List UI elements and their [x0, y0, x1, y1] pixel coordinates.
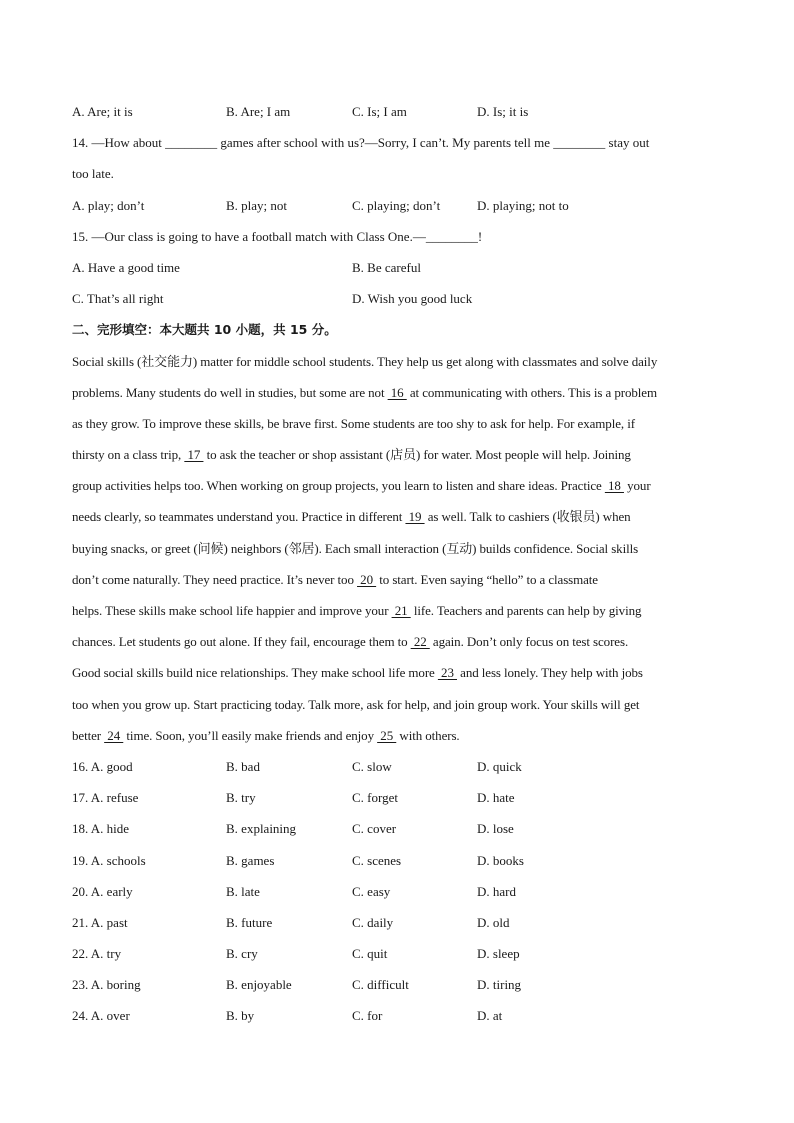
passage-line	[72, 599, 722, 630]
question-14-stem-cont: too late.	[72, 166, 114, 182]
blank-number: 18	[604, 478, 624, 494]
option-text: C. cover	[352, 821, 397, 837]
option-text: C. scenes	[352, 852, 402, 868]
option-text: 16. A. good	[72, 758, 133, 774]
option-text: D. sleep	[477, 946, 520, 962]
blank-number: 21	[391, 603, 411, 618]
option-text: C. easy	[352, 883, 391, 899]
passage-text: Good social skills build nice relationships. They make school life more	[72, 665, 438, 681]
passage-text: as well. Talk to cashiers (收银员) when	[424, 509, 631, 525]
passage-text: chances. Let students go out alone. If they fail, encourage them to	[72, 634, 411, 650]
option-text: D. Is; it is	[477, 104, 529, 119]
q15-options-row-2	[72, 287, 722, 318]
option-text: C. That’s all right	[72, 291, 164, 307]
option-text: B. by	[226, 1008, 255, 1024]
option-text: C. forget	[352, 790, 398, 806]
option-text: 21. A. past	[72, 914, 128, 930]
option-text: D. quick	[477, 758, 522, 774]
cloze-options-16	[72, 755, 722, 786]
option-text: C. daily	[352, 914, 394, 930]
passage-text: to start. Even saying “hello” to a classmate	[376, 571, 598, 587]
passage-text: buying snacks, or greet (问候) neighbors (邻居). Each small interaction (互动) builds confidence. Social skills	[72, 540, 639, 556]
passage-line	[72, 505, 722, 536]
exam-page	[72, 100, 722, 1036]
passage-line	[72, 381, 722, 412]
passage-text: time. Soon, you’ll easily make friends and enjoy	[123, 727, 378, 743]
passage-line	[72, 661, 722, 692]
question-15-stem: 15. —Our class is going to have a football match with Class One.—________!	[72, 228, 483, 244]
blank-number: 16	[387, 384, 407, 400]
option-text: B. cry	[226, 946, 258, 962]
option-text: B. Be careful	[352, 259, 421, 275]
option-text: C. slow	[352, 758, 392, 774]
option-text: C. for	[352, 1008, 383, 1024]
cloze-options-21	[72, 911, 722, 942]
option-text: 20. A. early	[72, 883, 133, 899]
passage-text: better	[72, 727, 105, 743]
passage-text: Social skills (社交能力) matter for middle school students. They help us get along with classmates and solve daily	[72, 353, 658, 369]
option-text: D. Wish you good luck	[352, 291, 473, 307]
passage-line	[72, 474, 722, 505]
passage-line	[72, 443, 722, 474]
option-text: B. games	[226, 852, 275, 868]
option-text: B. bad	[226, 758, 260, 774]
option-text: B. explaining	[226, 821, 297, 837]
option-text: D. hate	[477, 790, 515, 806]
option-text: 17. A. refuse	[72, 790, 139, 806]
passage-text: too when you grow up. Start practicing today. Talk more, ask for help, and join group work. Your skills will get	[72, 696, 640, 712]
option-text: B. enjoyable	[226, 977, 292, 993]
option-text: 19. A. schools	[72, 852, 146, 868]
blank-number: 25	[377, 727, 397, 743]
option-text: A. Are; it is	[72, 104, 133, 119]
blank-number: 17	[184, 447, 204, 463]
option-text: 24. A. over	[72, 1008, 130, 1024]
option-text: D. at	[477, 1008, 503, 1024]
passage-text: group activities helps too. When working on group projects, you learn to listen and share ideas. Practice	[72, 478, 605, 494]
cloze-options-23	[72, 973, 722, 1004]
option-text: A. Have a good time	[72, 259, 180, 275]
passage-text: needs clearly, so teammates understand you. Practice in different	[72, 509, 406, 525]
option-text: D. old	[477, 914, 510, 930]
cloze-passage	[72, 350, 722, 755]
q13-options	[72, 100, 722, 131]
blank-number: 24	[104, 727, 124, 743]
option-text: 23. A. boring	[72, 977, 141, 993]
option-text: C. difficult	[352, 977, 409, 993]
option-text: B. future	[226, 914, 273, 930]
option-text: A. play; don’t	[72, 197, 145, 213]
option-text: D. lose	[477, 821, 514, 837]
blank-number: 19	[405, 509, 425, 525]
passage-text: life. Teachers and parents can help by giving	[410, 603, 642, 618]
passage-text: problems. Many students do well in studies, but some are not	[72, 384, 388, 400]
cloze-options-24	[72, 1004, 722, 1035]
passage-text: with others.	[396, 727, 460, 743]
option-text: C. playing; don’t	[352, 197, 441, 213]
passage-text: and less lonely. They help with jobs	[457, 665, 643, 681]
passage-text: don’t come naturally. They need practice. It’s never too	[72, 571, 358, 587]
cloze-options-18	[72, 817, 722, 848]
passage-text: as they grow. To improve these skills, be brave first. Some students are too shy to ask for help. For example, if	[72, 415, 635, 431]
blank-number: 23	[437, 665, 457, 681]
option-text: C. Is; I am	[352, 104, 407, 119]
option-text: C. quit	[352, 946, 388, 962]
blank-number: 22	[410, 634, 430, 650]
question-14-stem: 14. —How about ________ games after school with us?—Sorry, I can’t. My parents tell me ________ stay out	[72, 135, 650, 151]
blank-number: 20	[357, 571, 377, 587]
passage-line	[72, 412, 722, 443]
passage-line	[72, 568, 722, 599]
option-text: D. books	[477, 852, 524, 868]
passage-text: to ask the teacher or shop assistant (店员) for water. Most people will help. Joining	[203, 447, 631, 463]
passage-line	[72, 630, 722, 661]
option-text: 18. A. hide	[72, 821, 130, 837]
option-text: 22. A. try	[72, 946, 122, 962]
option-text: B. late	[226, 883, 260, 899]
passage-text: thirsty on a class trip,	[72, 447, 185, 463]
section-title: 二、完形填空：本大题共 10 小题，共 15 分。	[72, 322, 337, 338]
option-text: B. Are; I am	[226, 104, 291, 119]
cloze-options-19	[72, 849, 722, 880]
exam-content	[72, 100, 722, 1036]
passage-line	[72, 537, 722, 568]
option-text: B. try	[226, 790, 256, 806]
option-text: D. tiring	[477, 977, 522, 993]
cloze-options-22	[72, 942, 722, 973]
q14-options	[72, 194, 722, 225]
passage-text: at communicating with others. This is a problem	[406, 384, 657, 400]
passage-line	[72, 724, 722, 755]
cloze-options-17	[72, 786, 722, 817]
passage-text: your	[623, 478, 651, 494]
passage-line	[72, 350, 722, 381]
option-text: D. playing; not to	[477, 197, 569, 213]
cloze-options-20	[72, 880, 722, 911]
option-text: B. play; not	[226, 197, 288, 213]
option-text: D. hard	[477, 883, 516, 899]
passage-line	[72, 693, 722, 724]
passage-text: again. Don’t only focus on test scores.	[429, 634, 629, 650]
passage-text: helps. These skills make school life happier and improve your	[72, 603, 392, 618]
q15-options-row-1	[72, 256, 722, 287]
